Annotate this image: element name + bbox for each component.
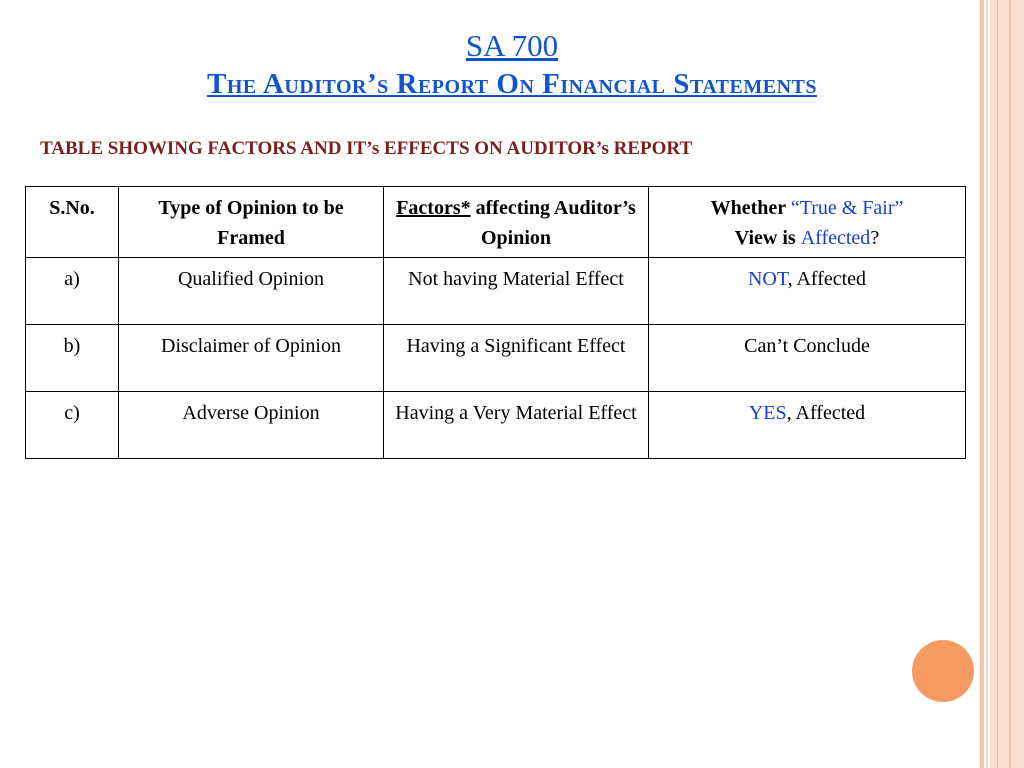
right-border-stripe bbox=[997, 0, 998, 768]
cell-type: Disclaimer of Opinion bbox=[119, 325, 384, 392]
question-mark: ? bbox=[870, 227, 880, 249]
factors-rest-label: affecting Auditor’s Opinion bbox=[470, 197, 636, 249]
cell-effect bbox=[649, 392, 966, 459]
header-type-of-opinion: Type of Opinion to be Framed bbox=[119, 187, 384, 258]
decorative-circle bbox=[912, 640, 974, 702]
effect-highlight: NOT bbox=[747, 268, 788, 290]
table-row bbox=[26, 392, 966, 459]
table-header-row bbox=[26, 187, 966, 258]
right-border-stripe bbox=[980, 0, 984, 768]
right-border-stripe bbox=[1009, 0, 1011, 768]
cell-sno: b) bbox=[26, 325, 119, 392]
effect-text: Can’t Conclude bbox=[744, 335, 870, 357]
affected-label: Affected bbox=[800, 227, 871, 249]
slide-title-line1: SA 700 bbox=[465, 28, 559, 63]
cell-type: Qualified Opinion bbox=[119, 258, 384, 325]
true-fair-label: “True & Fair” bbox=[790, 197, 904, 219]
cell-sno: a) bbox=[26, 258, 119, 325]
opinion-factors-table bbox=[25, 186, 966, 459]
cell-factor: Having a Very Material Effect bbox=[384, 392, 649, 459]
cell-factor: Not having Material Effect bbox=[384, 258, 649, 325]
slide-title-line2: The Auditor’s Report On Financial Statements bbox=[207, 68, 817, 100]
right-border-stripe bbox=[990, 0, 1024, 768]
cell-effect bbox=[649, 258, 966, 325]
cell-type: Adverse Opinion bbox=[119, 392, 384, 459]
cell-factor: Having a Significant Effect bbox=[384, 325, 649, 392]
header-true-fair bbox=[649, 187, 966, 258]
effect-text: , Affected bbox=[786, 402, 866, 424]
header-sno: S.No. bbox=[26, 187, 119, 258]
table-row bbox=[26, 258, 966, 325]
factors-label: Factors* bbox=[396, 197, 471, 219]
header-factors bbox=[384, 187, 649, 258]
effect-text: , Affected bbox=[787, 268, 867, 290]
cell-effect bbox=[649, 325, 966, 392]
table-caption: TABLE SHOWING FACTORS AND IT’s EFFECTS ON AUDITOR’s REPORT bbox=[40, 138, 693, 159]
cell-sno: c) bbox=[26, 392, 119, 459]
table-row bbox=[26, 325, 966, 392]
right-border-stripe bbox=[986, 0, 988, 768]
effect-highlight: YES bbox=[748, 402, 787, 424]
whether-label: Whether bbox=[710, 197, 791, 219]
view-is-label: View is bbox=[734, 227, 801, 249]
